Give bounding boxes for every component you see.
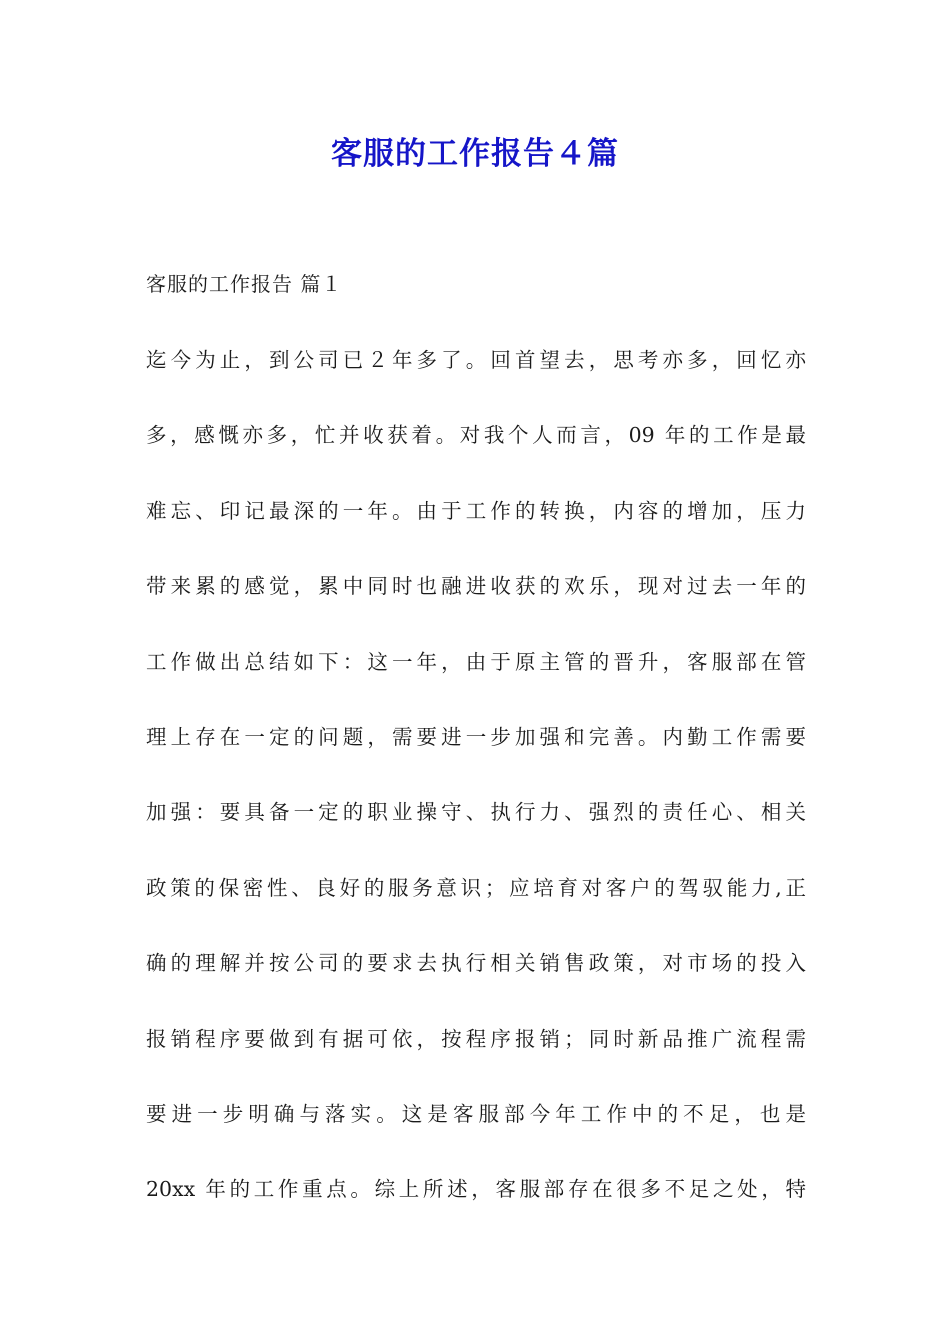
text-line: 要进一步明确与落实。这是客服部今年工作中的不足，也是 <box>146 1101 806 1126</box>
text-line: 20xx 年的工作重点。综上所述，客服部存在很多不足之处，特 <box>146 1177 806 1202</box>
text-line: 难忘、印记最深的一年。由于工作的转换，内容的增加，压力 <box>146 498 806 523</box>
body-text <box>146 340 806 1245</box>
text-line: 加强：要具备一定的职业操守、执行力、强烈的责任心、相关 <box>146 800 806 825</box>
text-line: 确的理解并按公司的要求去执行相关销售政策，对市场的投入 <box>146 951 806 976</box>
text-line: 迄今为止，到公司已２年多了。回首望去，思考亦多，回忆亦 <box>146 348 806 372</box>
text-line: 政策的保密性、良好的服务意识；应培育对客户的驾驭能力,正 <box>146 875 806 900</box>
text-line: 多，感慨亦多，忙并收获着。对我个人而言，09 年的工作是最 <box>146 423 806 448</box>
document-title: 客服的工作报告４篇 <box>331 136 619 172</box>
text-line: 理上存在一定的问题，需要进一步加强和完善。内勤工作需要 <box>146 724 806 749</box>
text-line: 报销程序要做到有据可依，按程序报销；同时新品推广流程需 <box>146 1026 806 1051</box>
text-line: 带来累的感觉，累中同时也融进收获的欢乐，现对过去一年的 <box>146 574 806 599</box>
text-line: 工作做出总结如下：这一年，由于原主管的晋升，客服部在管 <box>146 649 806 674</box>
section-heading: 客服的工作报告 篇１ <box>146 272 343 296</box>
